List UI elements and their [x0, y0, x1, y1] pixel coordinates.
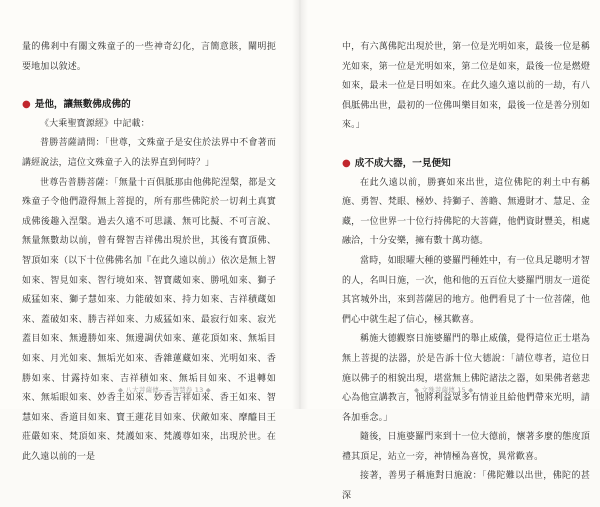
- left-text-column: [22, 38, 276, 467]
- bullet-icon: ●: [342, 157, 351, 169]
- right-text-column: [342, 38, 590, 507]
- left-page-number: 13: [194, 386, 204, 394]
- ornament-icon: ◆: [205, 386, 211, 394]
- section-heading-text: 是他，讓無數佛成佛的: [34, 99, 131, 111]
- ornament-icon: ◆: [468, 386, 474, 394]
- right-footer: [414, 385, 473, 394]
- dialogue-paragraph: 普勝菩薩請問：「世尊，文殊童子是安住於法界中不會著而講經說法，這位文殊童子入的法界直到何時？」: [22, 138, 276, 168]
- section-heading-right: [342, 154, 590, 174]
- paragraph-5: 接著，善男子稱施對日施說：「佛陀難以出世，佛陀的甚深: [342, 471, 590, 502]
- spacer: [342, 136, 590, 154]
- section-heading-left: [22, 95, 276, 115]
- paragraph-3: 稱施大德觀察日施婆羅門的舉止威儀，覺得這位正士堪為無上菩提的法器，於是告訴十位大德說：「請位尊者，這位日施以佛子的相貌出現，堪當無上佛陀諸法之器，如果佛者慈悲心為他宣講教言，他將利益眾多有情並且給他們帶來光明，請各加垂念。」: [342, 334, 590, 423]
- paragraph-1: 在此久遠以前，勝賽如來出世，這位佛陀的剎土中有稱施、勇智、梵眼、極妙、持獅子、善瞻、無邊財才、慧足、金藏，一位世界一十位行持佛陀的大菩薩，他們資財豐美，相處融洽，十分安樂，擁有數十萬功德。: [342, 177, 590, 247]
- spacer: [22, 77, 276, 95]
- left-footer: [118, 385, 211, 394]
- book-gutter: [292, 0, 308, 409]
- section-heading-text: 成不成大器，一見便知: [354, 157, 451, 169]
- continuation-paragraph: 中，有六萬佛陀出現於世，第一位是光明如來，最後一位是稱光如來，第一位是光明如來，第二位是如來，最後一位是燃燈如來，最未一位是日明如來。在此久遠久遠以前的一劫，有八俱胝佛出世，最初的一位佛叫樂目如來，最後一位是善分別如來。」: [342, 42, 590, 131]
- right-page-number: 15: [457, 386, 466, 394]
- source-line: 《大乘聖寶源經》中記載：: [40, 118, 150, 129]
- paragraph-4: 隨後，日施婆羅門來到十一位大德前，懷著多麼的態度頂禮其頂足，站立一旁，神情極為喜悅，異常歡喜。: [342, 432, 590, 462]
- right-footer-title: 文殊菩薩傳: [421, 386, 455, 394]
- intro-paragraph: 量的佛剎中有關文殊童子的一些神奇幻化，言簡意賅，闡明扼要地加以敘述。: [22, 42, 276, 72]
- left-footer-title: 八大菩薩傳——智慧卷: [125, 386, 193, 394]
- ornament-icon: ◆: [414, 386, 420, 394]
- main-paragraph: 世尊告普勝菩薩：「無量十百俱胝那由他佛陀涅槃，都是文殊童子令他們證得無上菩提的，所有那些佛陀於一切剎土真實成佛後趣入涅槃。過去久遠不可思議、無可比擬、不可言說、無量無數劫以前，曾有聲智吉祥佛出現於世，其後有寶頂佛、智頂如來（以下十位佛佛名加『在此久遠以前』）依次是無上智如來、智見如來、智行境如來、智寶蔵如來、勝吼如來、獅子威猛如來、獅子慧如來、力能破如來、持力如來、吉祥積蔵如來、蓋破如來、勝吉祥如來、力威猛如來、最寂行如來、寂光蓋目如來、無邊勝如來、無邊調伏如來、蓮花頂如來、無垢目如來、月光如來、無垢光如來、香雜蓮藏如來、光明如來、香勝如來、甘露持如來、吉祥積如來、無垢目如來、不退轉如來、無垢眼如來、妙香王如來、妙香吉祥如來、香王如來、智慧如來、香道目如來、寶王蓮花目如來、伏敵如來、摩醯目王莊嚴如來、梵頂如來、梵護如來、梵護尊如來，出現於世。在此久遠以前的一是: [22, 177, 276, 462]
- bullet-icon: ●: [22, 99, 31, 111]
- paragraph-2: 當時，如眼曜大種的婆羅門種姓中，有一位具足聰明才智的人，名叫日施，一次，他和他的五百位大婆羅門朋友一道從其宮城外出，來到菩薩居的地方。他們看見了十一位菩薩，他們心中就生起了信心，極其歡喜。: [342, 255, 590, 325]
- ornament-icon: ◆: [118, 386, 124, 394]
